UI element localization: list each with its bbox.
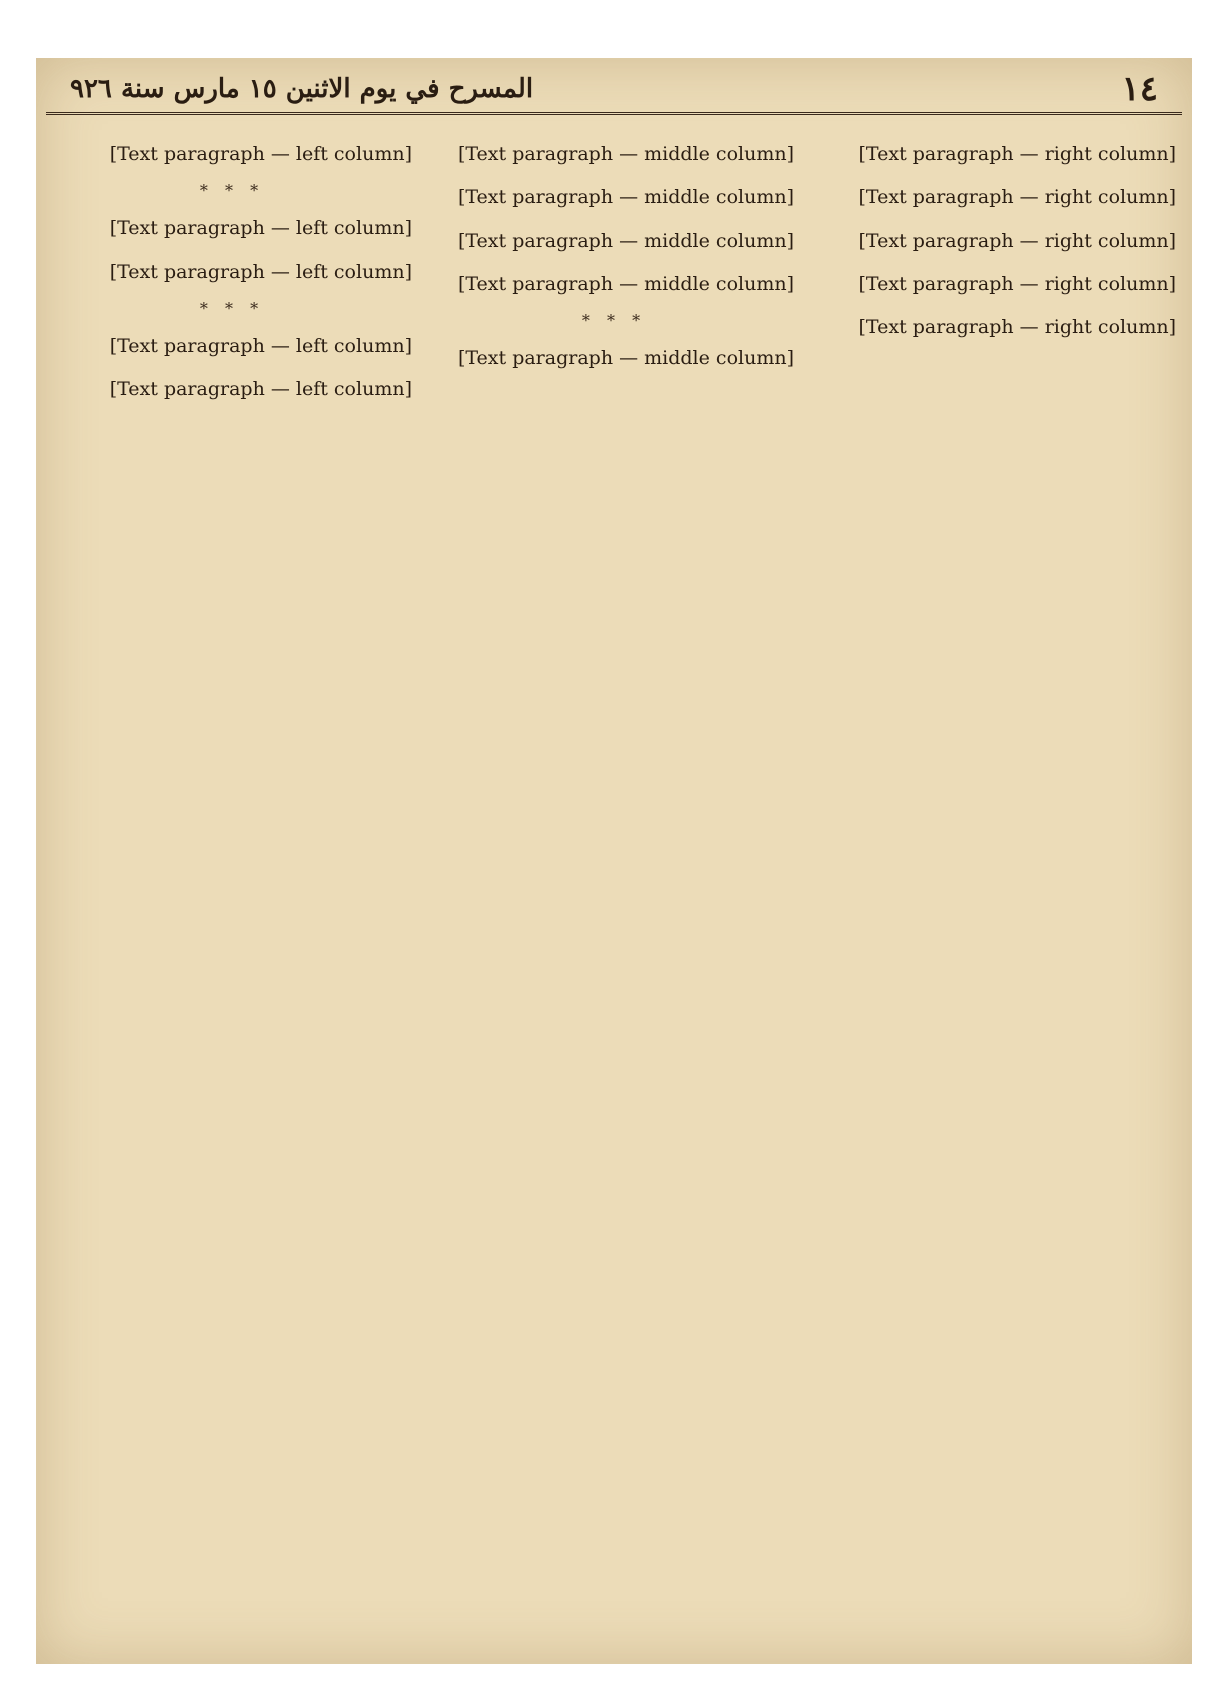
text-paragraph: [Text paragraph — left column] [109, 334, 412, 357]
text-paragraph: [Text paragraph — middle column] [457, 347, 794, 369]
text-paragraph: [Text paragraph — middle column] [457, 272, 794, 295]
section-separator: * * * [581, 311, 647, 330]
text-paragraph: [Text paragraph — right column] [858, 143, 1176, 165]
column-right [816, 138, 1176, 1644]
text-paragraph: [Text paragraph — right column] [858, 229, 1176, 252]
column-left [52, 138, 412, 1644]
article-columns [52, 138, 1176, 1644]
header-date: المسرح في يوم الاثنين ١٥ مارس سنة ٩٢٦ [70, 74, 534, 104]
text-paragraph: [Text paragraph — middle column] [457, 143, 794, 165]
text-paragraph: [Text paragraph — middle column] [457, 229, 794, 252]
page-header [46, 66, 1182, 115]
text-paragraph: [Text paragraph — left column] [109, 217, 412, 240]
text-paragraph: [Text paragraph — middle column] [457, 186, 794, 209]
newspaper-page [36, 58, 1192, 1664]
page-number: ١٤ [1121, 69, 1158, 109]
text-paragraph: [Text paragraph — right column] [858, 272, 1176, 295]
text-paragraph: [Text paragraph — right column] [858, 316, 1176, 338]
text-paragraph: [Text paragraph — left column] [109, 378, 412, 400]
section-separator: * * * [199, 298, 265, 318]
column-middle [434, 138, 794, 1644]
text-paragraph: [Text paragraph — left column] [109, 143, 412, 165]
text-paragraph: [Text paragraph — left column] [109, 260, 412, 283]
section-separator: * * * [199, 181, 265, 201]
text-paragraph: [Text paragraph — right column] [858, 186, 1176, 209]
